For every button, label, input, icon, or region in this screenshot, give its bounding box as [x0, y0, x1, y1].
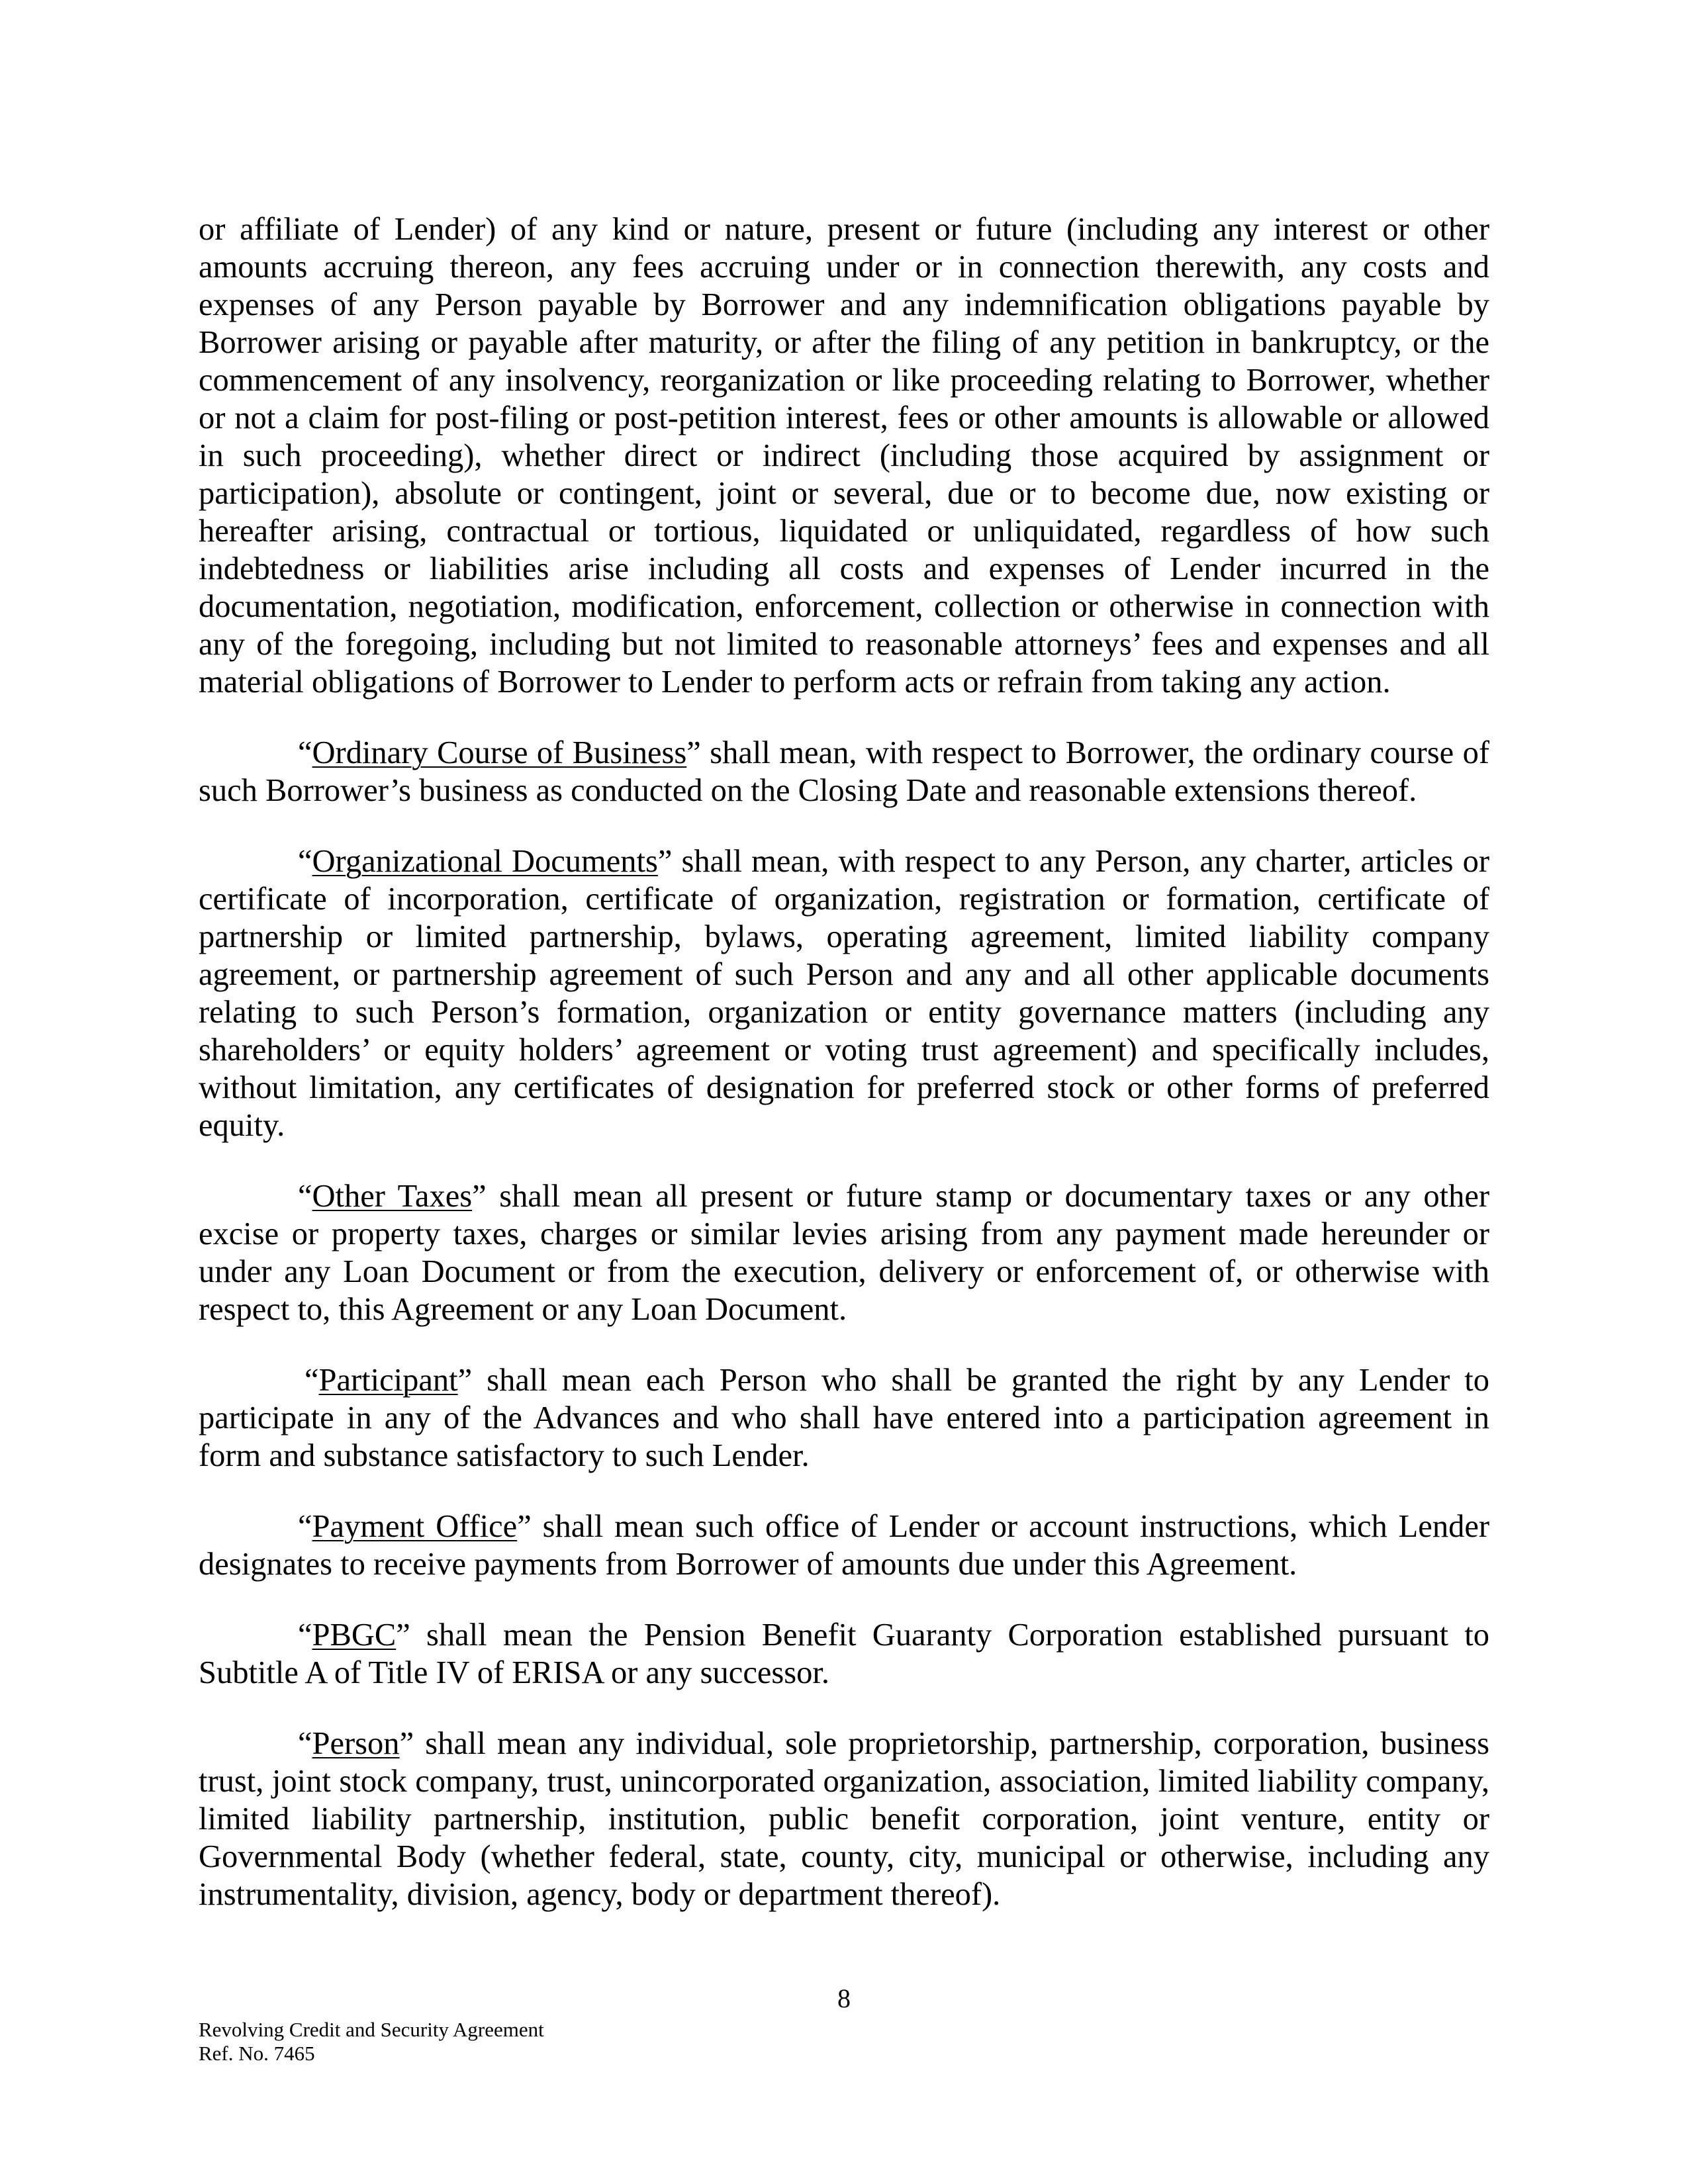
open-quote: “	[298, 735, 312, 770]
close-quote: ”	[399, 1726, 414, 1761]
close-quote: ”	[686, 735, 701, 770]
open-quote: “	[298, 1726, 312, 1761]
open-quote: “	[298, 1179, 312, 1214]
definition-text: shall mean, with respect to any Person, any charter, articles or certificate of incorporation, certificate of organization, registration or formation, certificate of partnership or limited partnership, bylaws, operating agreement, limited liability company agreement, or partnership agreement of such Person and any and all other applicable documents relating to such Person’s formation, organization or entity governance matters (including any shareholders’ or equity holders’ agreement or voting trust agreement) and specifically includes, without limitation, any certificates of designation for preferred stock or other forms of preferred equity.	[199, 844, 1489, 1143]
open-quote: “	[298, 1509, 312, 1544]
defined-term: Organizational Documents	[312, 844, 658, 879]
close-quote: ”	[457, 1363, 473, 1398]
definition-pbgc	[199, 1616, 1489, 1692]
definition-organizational-documents	[199, 842, 1489, 1144]
close-quote: ”	[396, 1617, 410, 1653]
obligations-definition-continuation: or affiliate of Lender) of any kind or nature, present or future (including any interest or other amounts accruing thereon, any fees accruing under or in connection therewith, any costs and expenses of any Person payable by Borrower and any indemnification obligations payable by Borrower arising or payable after maturity, or after the filing of any petition in bankruptcy, or the commencement of any insolvency, reorganization or like proceeding relating to Borrower, whether or not a claim for post-filing or post-petition interest, fees or other amounts is allowable or allowed in such proceeding), whether direct or indirect (including those acquired by assignment or participation), absolute or contingent, joint or several, due or to become due, now existing or hereafter arising, contractual or tortious, liquidated or unliquidated, regardless of how such indebtedness or liabilities arise including all costs and expenses of Lender incurred in the documentation, negotiation, modification, enforcement, collection or otherwise in connection with any of the foregoing, including but not limited to reasonable attorneys’ fees and expenses and all material obligations of Borrower to Lender to perform acts or refrain from taking any action.	[199, 212, 1489, 700]
page-footer	[199, 2018, 544, 2066]
definition-text: shall mean such office of Lender or account instructions, which Lender designates to receive payments from Borrower of amounts due under this Agreement.	[199, 1509, 1489, 1582]
defined-term: Person	[312, 1726, 400, 1761]
definition-ordinary-course-of-business	[199, 734, 1489, 809]
definition-text: shall mean, with respect to Borrower, the ordinary course of such Borrower’s business as conducted on the Closing Date and reasonable extensions thereof.	[199, 735, 1489, 808]
close-quote: ”	[472, 1179, 487, 1214]
page-number: 8	[837, 1983, 851, 2013]
document-body	[199, 210, 1489, 1946]
definition-text: shall mean the Pension Benefit Guaranty Corporation established pursuant to Subtitle A of Title IV of ERISA or any successor.	[199, 1617, 1489, 1690]
open-quote: “	[305, 1363, 319, 1398]
defined-term: Participant	[318, 1363, 458, 1398]
definition-participant	[199, 1361, 1489, 1475]
definition-text: shall mean any individual, sole proprietorship, partnership, corporation, business trust, joint stock company, trust, unincorporated organization, association, limited liability company, limited liability partnership, institution, public benefit corporation, joint venture, entity or Governmental Body (whether federal, state, county, city, municipal or otherwise, including any instrumentality, division, agency, body or department thereof).	[199, 1726, 1489, 1912]
close-quote: ”	[517, 1509, 532, 1544]
definition-person	[199, 1725, 1489, 1913]
defined-term: Other Taxes	[312, 1179, 473, 1214]
defined-term: Payment Office	[312, 1509, 518, 1544]
footer-document-title: Revolving Credit and Security Agreement	[199, 2018, 544, 2041]
close-quote: ”	[657, 844, 673, 879]
open-quote: “	[298, 844, 312, 879]
defined-term: Ordinary Course of Business	[312, 735, 687, 770]
definition-other-taxes	[199, 1177, 1489, 1328]
definition-text: shall mean all present or future stamp or documentary taxes or any other excise or property taxes, charges or similar levies arising from any payment made hereunder or under any Loan Document or from the execution, delivery or enforcement of, or otherwise with respect to, this Agreement or any Loan Document.	[199, 1179, 1490, 1327]
definition-payment-office	[199, 1508, 1489, 1583]
footer-reference-number: Ref. No. 7465	[199, 2042, 315, 2065]
open-quote: “	[298, 1617, 312, 1653]
defined-term: PBGC	[312, 1617, 397, 1653]
definition-text: shall mean each Person who shall be granted the right by any Lender to participate in any of the Advances and who shall have entered into a participation agreement in form and substance satisfactory to such Lender.	[199, 1363, 1489, 1473]
